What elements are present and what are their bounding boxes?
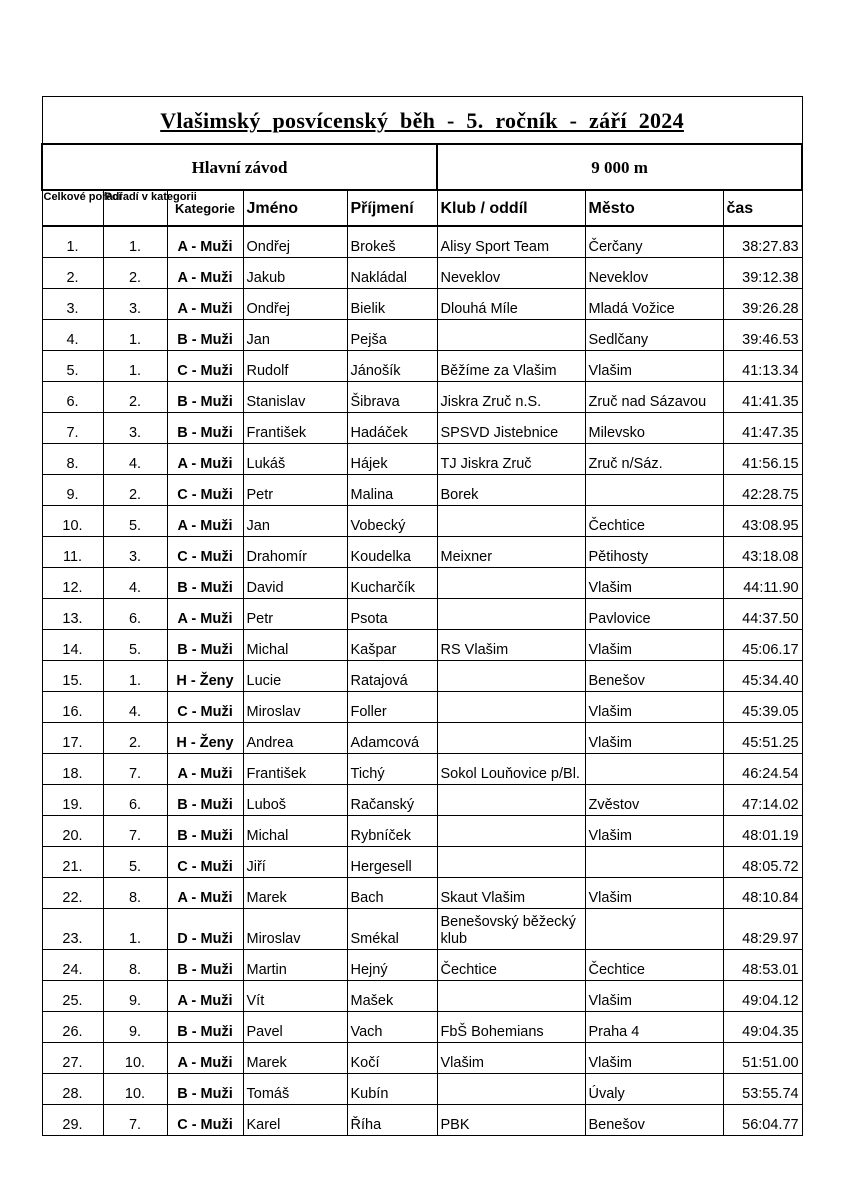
table-row — [42, 1105, 802, 1136]
cell-category-rank: 7. — [103, 754, 167, 785]
cell-first-name: Marek — [243, 878, 347, 909]
cell-club — [437, 816, 585, 847]
cell-last-name: Vach — [347, 1012, 437, 1043]
header-club: Klub / oddíl — [437, 190, 585, 226]
cell-first-name: Jakub — [243, 258, 347, 289]
cell-category: A - Muži — [167, 599, 243, 630]
cell-category-rank: 1. — [103, 909, 167, 950]
header-city: Město — [585, 190, 723, 226]
cell-category: A - Muži — [167, 258, 243, 289]
cell-city: Pětihosty — [585, 537, 723, 568]
cell-overall: 27. — [42, 1043, 103, 1074]
cell-club: Vlašim — [437, 1043, 585, 1074]
cell-overall: 28. — [42, 1074, 103, 1105]
cell-category-rank: 9. — [103, 981, 167, 1012]
cell-last-name: Jánošík — [347, 351, 437, 382]
cell-last-name: Foller — [347, 692, 437, 723]
table-row — [42, 537, 802, 568]
cell-first-name: Miroslav — [243, 909, 347, 950]
cell-category: A - Muži — [167, 226, 243, 258]
cell-overall: 14. — [42, 630, 103, 661]
cell-last-name: Hergesell — [347, 847, 437, 878]
cell-city: Vlašim — [585, 723, 723, 754]
table-row — [42, 692, 802, 723]
cell-category: C - Muži — [167, 351, 243, 382]
table-row — [42, 816, 802, 847]
cell-category-rank: 3. — [103, 413, 167, 444]
cell-category-rank: 5. — [103, 847, 167, 878]
table-row — [42, 661, 802, 692]
cell-time: 46:24.54 — [723, 754, 802, 785]
cell-first-name: Michal — [243, 816, 347, 847]
cell-first-name: Vít — [243, 981, 347, 1012]
cell-last-name: Tichý — [347, 754, 437, 785]
cell-category: B - Muži — [167, 630, 243, 661]
header-row — [42, 190, 802, 226]
cell-time: 45:51.25 — [723, 723, 802, 754]
results-table — [41, 96, 803, 1136]
cell-time: 48:10.84 — [723, 878, 802, 909]
cell-club — [437, 568, 585, 599]
race-name: Hlavní závod — [42, 144, 437, 190]
header-time: čas — [723, 190, 802, 226]
table-row — [42, 1043, 802, 1074]
cell-club — [437, 661, 585, 692]
cell-time: 45:06.17 — [723, 630, 802, 661]
cell-time: 39:46.53 — [723, 320, 802, 351]
cell-category: A - Muži — [167, 506, 243, 537]
cell-last-name: Kašpar — [347, 630, 437, 661]
table-row — [42, 382, 802, 413]
cell-category: A - Muži — [167, 878, 243, 909]
cell-time: 49:04.35 — [723, 1012, 802, 1043]
cell-first-name: Miroslav — [243, 692, 347, 723]
cell-time: 47:14.02 — [723, 785, 802, 816]
cell-overall: 18. — [42, 754, 103, 785]
cell-club: Benešovský běžecký klub — [437, 909, 585, 950]
cell-first-name: Karel — [243, 1105, 347, 1136]
cell-last-name: Nakládal — [347, 258, 437, 289]
cell-category-rank: 2. — [103, 475, 167, 506]
cell-first-name: Ondřej — [243, 226, 347, 258]
cell-category: B - Muži — [167, 382, 243, 413]
cell-last-name: Račanský — [347, 785, 437, 816]
cell-time: 41:56.15 — [723, 444, 802, 475]
cell-club — [437, 981, 585, 1012]
table-row — [42, 909, 802, 950]
cell-last-name: Hájek — [347, 444, 437, 475]
cell-first-name: Pavel — [243, 1012, 347, 1043]
cell-time: 48:29.97 — [723, 909, 802, 950]
cell-city: Pavlovice — [585, 599, 723, 630]
cell-category-rank: 2. — [103, 723, 167, 754]
cell-time: 45:39.05 — [723, 692, 802, 723]
cell-category-rank: 6. — [103, 785, 167, 816]
cell-category: B - Muži — [167, 413, 243, 444]
table-row — [42, 289, 802, 320]
cell-category: C - Muži — [167, 537, 243, 568]
cell-city: Sedlčany — [585, 320, 723, 351]
cell-category: B - Muži — [167, 320, 243, 351]
cell-time: 45:34.40 — [723, 661, 802, 692]
cell-city: Vlašim — [585, 351, 723, 382]
cell-first-name: Martin — [243, 950, 347, 981]
cell-category: C - Muži — [167, 475, 243, 506]
cell-last-name: Bielik — [347, 289, 437, 320]
cell-overall: 23. — [42, 909, 103, 950]
cell-overall: 13. — [42, 599, 103, 630]
cell-city: Čechtice — [585, 950, 723, 981]
cell-club: Běžíme za Vlašim — [437, 351, 585, 382]
cell-club — [437, 723, 585, 754]
cell-last-name: Hadáček — [347, 413, 437, 444]
race-row — [42, 144, 802, 190]
cell-last-name: Smékal — [347, 909, 437, 950]
cell-last-name: Adamcová — [347, 723, 437, 754]
document-title: Vlašimský posvícenský běh - 5. ročník - září 2024 — [42, 97, 802, 145]
cell-time: 48:53.01 — [723, 950, 802, 981]
table-row — [42, 506, 802, 537]
cell-last-name: Kucharčík — [347, 568, 437, 599]
table-row — [42, 320, 802, 351]
header-overall: Celkové pořadí — [42, 190, 103, 226]
cell-category-rank: 4. — [103, 568, 167, 599]
cell-first-name: Jan — [243, 506, 347, 537]
cell-club: Alisy Sport Team — [437, 226, 585, 258]
cell-overall: 12. — [42, 568, 103, 599]
cell-overall: 6. — [42, 382, 103, 413]
cell-club: PBK — [437, 1105, 585, 1136]
cell-city: Vlašim — [585, 630, 723, 661]
table-row — [42, 351, 802, 382]
cell-category-rank: 7. — [103, 1105, 167, 1136]
cell-first-name: František — [243, 754, 347, 785]
cell-time: 39:26.28 — [723, 289, 802, 320]
cell-overall: 29. — [42, 1105, 103, 1136]
table-row — [42, 568, 802, 599]
cell-category: D - Muži — [167, 909, 243, 950]
table-row — [42, 785, 802, 816]
table-row — [42, 599, 802, 630]
cell-category: A - Muži — [167, 444, 243, 475]
cell-city: Benešov — [585, 1105, 723, 1136]
cell-city: Čechtice — [585, 506, 723, 537]
cell-city — [585, 475, 723, 506]
cell-category-rank: 1. — [103, 226, 167, 258]
cell-category: B - Muži — [167, 950, 243, 981]
cell-city: Mladá Vožice — [585, 289, 723, 320]
cell-category-rank: 5. — [103, 506, 167, 537]
cell-time: 48:05.72 — [723, 847, 802, 878]
cell-last-name: Ratajová — [347, 661, 437, 692]
table-row — [42, 950, 802, 981]
cell-overall: 5. — [42, 351, 103, 382]
cell-category-rank: 8. — [103, 878, 167, 909]
cell-category: H - Ženy — [167, 661, 243, 692]
cell-city: Benešov — [585, 661, 723, 692]
cell-category: B - Muži — [167, 785, 243, 816]
table-row — [42, 754, 802, 785]
cell-time: 44:11.90 — [723, 568, 802, 599]
cell-last-name: Bach — [347, 878, 437, 909]
cell-first-name: Petr — [243, 475, 347, 506]
cell-last-name: Hejný — [347, 950, 437, 981]
cell-last-name: Mašek — [347, 981, 437, 1012]
table-row — [42, 444, 802, 475]
cell-category-rank: 2. — [103, 258, 167, 289]
cell-category-rank: 6. — [103, 599, 167, 630]
cell-overall: 19. — [42, 785, 103, 816]
cell-category: B - Muži — [167, 568, 243, 599]
cell-overall: 11. — [42, 537, 103, 568]
cell-category-rank: 8. — [103, 950, 167, 981]
cell-club: Sokol Louňovice p/Bl. — [437, 754, 585, 785]
cell-last-name: Malina — [347, 475, 437, 506]
cell-city: Zvěstov — [585, 785, 723, 816]
cell-category: C - Muži — [167, 692, 243, 723]
cell-time: 42:28.75 — [723, 475, 802, 506]
cell-category: H - Ženy — [167, 723, 243, 754]
cell-time: 38:27.83 — [723, 226, 802, 258]
cell-category-rank: 10. — [103, 1074, 167, 1105]
header-category-rank: Pořadí v kategorii — [103, 190, 167, 226]
cell-time: 49:04.12 — [723, 981, 802, 1012]
cell-first-name: Rudolf — [243, 351, 347, 382]
cell-last-name: Psota — [347, 599, 437, 630]
cell-city: Vlašim — [585, 568, 723, 599]
cell-club: Borek — [437, 475, 585, 506]
cell-last-name: Šibrava — [347, 382, 437, 413]
cell-overall: 16. — [42, 692, 103, 723]
cell-club: RS Vlašim — [437, 630, 585, 661]
cell-club — [437, 320, 585, 351]
cell-first-name: Marek — [243, 1043, 347, 1074]
cell-category: C - Muži — [167, 847, 243, 878]
table-row — [42, 1074, 802, 1105]
cell-first-name: Luboš — [243, 785, 347, 816]
table-row — [42, 258, 802, 289]
cell-club: Skaut Vlašim — [437, 878, 585, 909]
cell-category-rank: 4. — [103, 692, 167, 723]
cell-city: Vlašim — [585, 816, 723, 847]
table-row — [42, 226, 802, 258]
cell-overall: 2. — [42, 258, 103, 289]
cell-first-name: Andrea — [243, 723, 347, 754]
title-row — [42, 97, 802, 145]
cell-overall: 25. — [42, 981, 103, 1012]
cell-category: A - Muži — [167, 754, 243, 785]
cell-first-name: Jiří — [243, 847, 347, 878]
cell-club: SPSVD Jistebnice — [437, 413, 585, 444]
cell-time: 41:41.35 — [723, 382, 802, 413]
cell-club: Neveklov — [437, 258, 585, 289]
cell-club: FbŠ Bohemians — [437, 1012, 585, 1043]
cell-club — [437, 599, 585, 630]
cell-category-rank: 1. — [103, 351, 167, 382]
cell-category-rank: 9. — [103, 1012, 167, 1043]
cell-last-name: Kočí — [347, 1043, 437, 1074]
cell-first-name: Lucie — [243, 661, 347, 692]
cell-category: A - Muži — [167, 289, 243, 320]
cell-time: 56:04.77 — [723, 1105, 802, 1136]
cell-time: 53:55.74 — [723, 1074, 802, 1105]
cell-city: Neveklov — [585, 258, 723, 289]
table-row — [42, 1012, 802, 1043]
cell-overall: 7. — [42, 413, 103, 444]
cell-city: Zruč n/Sáz. — [585, 444, 723, 475]
cell-time: 44:37.50 — [723, 599, 802, 630]
header-category: Kategorie — [167, 190, 243, 226]
cell-first-name: Ondřej — [243, 289, 347, 320]
cell-overall: 4. — [42, 320, 103, 351]
cell-time: 43:18.08 — [723, 537, 802, 568]
race-distance: 9 000 m — [437, 144, 802, 190]
cell-city — [585, 909, 723, 950]
cell-overall: 3. — [42, 289, 103, 320]
cell-city: Vlašim — [585, 1043, 723, 1074]
cell-last-name: Kubín — [347, 1074, 437, 1105]
cell-city: Milevsko — [585, 413, 723, 444]
cell-club — [437, 506, 585, 537]
cell-time: 43:08.95 — [723, 506, 802, 537]
cell-overall: 22. — [42, 878, 103, 909]
cell-city: Praha 4 — [585, 1012, 723, 1043]
cell-overall: 24. — [42, 950, 103, 981]
cell-overall: 17. — [42, 723, 103, 754]
cell-club — [437, 1074, 585, 1105]
table-row — [42, 630, 802, 661]
cell-club: Dlouhá Míle — [437, 289, 585, 320]
cell-last-name: Koudelka — [347, 537, 437, 568]
cell-city — [585, 847, 723, 878]
cell-category-rank: 5. — [103, 630, 167, 661]
cell-last-name: Rybníček — [347, 816, 437, 847]
cell-time: 41:13.34 — [723, 351, 802, 382]
cell-time: 51:51.00 — [723, 1043, 802, 1074]
cell-club: Meixner — [437, 537, 585, 568]
header-first-name: Jméno — [243, 190, 347, 226]
cell-category: A - Muži — [167, 1043, 243, 1074]
cell-category-rank: 3. — [103, 537, 167, 568]
cell-club: TJ Jiskra Zruč — [437, 444, 585, 475]
cell-category: B - Muži — [167, 1074, 243, 1105]
cell-club — [437, 692, 585, 723]
cell-club — [437, 785, 585, 816]
cell-overall: 21. — [42, 847, 103, 878]
cell-club — [437, 847, 585, 878]
cell-last-name: Brokeš — [347, 226, 437, 258]
cell-club: Čechtice — [437, 950, 585, 981]
cell-category-rank: 1. — [103, 320, 167, 351]
table-row — [42, 847, 802, 878]
cell-first-name: Lukáš — [243, 444, 347, 475]
cell-city: Čerčany — [585, 226, 723, 258]
cell-first-name: František — [243, 413, 347, 444]
cell-category-rank: 7. — [103, 816, 167, 847]
cell-category: A - Muži — [167, 981, 243, 1012]
cell-overall: 26. — [42, 1012, 103, 1043]
cell-overall: 8. — [42, 444, 103, 475]
cell-first-name: Stanislav — [243, 382, 347, 413]
cell-city: Úvaly — [585, 1074, 723, 1105]
results-sheet — [41, 96, 801, 1136]
cell-first-name: Petr — [243, 599, 347, 630]
cell-first-name: David — [243, 568, 347, 599]
cell-city: Vlašim — [585, 692, 723, 723]
table-row — [42, 723, 802, 754]
cell-city: Zruč nad Sázavou — [585, 382, 723, 413]
cell-category: B - Muži — [167, 816, 243, 847]
cell-time: 41:47.35 — [723, 413, 802, 444]
cell-first-name: Jan — [243, 320, 347, 351]
cell-overall: 9. — [42, 475, 103, 506]
cell-first-name: Drahomír — [243, 537, 347, 568]
cell-category: C - Muži — [167, 1105, 243, 1136]
cell-overall: 15. — [42, 661, 103, 692]
cell-last-name: Pejša — [347, 320, 437, 351]
cell-overall: 20. — [42, 816, 103, 847]
cell-overall: 1. — [42, 226, 103, 258]
cell-category: B - Muži — [167, 1012, 243, 1043]
header-last-name: Příjmení — [347, 190, 437, 226]
cell-first-name: Tomáš — [243, 1074, 347, 1105]
cell-time: 48:01.19 — [723, 816, 802, 847]
cell-last-name: Vobecký — [347, 506, 437, 537]
cell-category-rank: 10. — [103, 1043, 167, 1074]
cell-category-rank: 2. — [103, 382, 167, 413]
cell-overall: 10. — [42, 506, 103, 537]
cell-time: 39:12.38 — [723, 258, 802, 289]
table-row — [42, 878, 802, 909]
table-row — [42, 475, 802, 506]
cell-last-name: Říha — [347, 1105, 437, 1136]
cell-city: Vlašim — [585, 981, 723, 1012]
table-row — [42, 981, 802, 1012]
cell-city — [585, 754, 723, 785]
cell-first-name: Michal — [243, 630, 347, 661]
cell-category-rank: 3. — [103, 289, 167, 320]
cell-category-rank: 4. — [103, 444, 167, 475]
table-row — [42, 413, 802, 444]
cell-club: Jiskra Zruč n.S. — [437, 382, 585, 413]
cell-city: Vlašim — [585, 878, 723, 909]
cell-category-rank: 1. — [103, 661, 167, 692]
